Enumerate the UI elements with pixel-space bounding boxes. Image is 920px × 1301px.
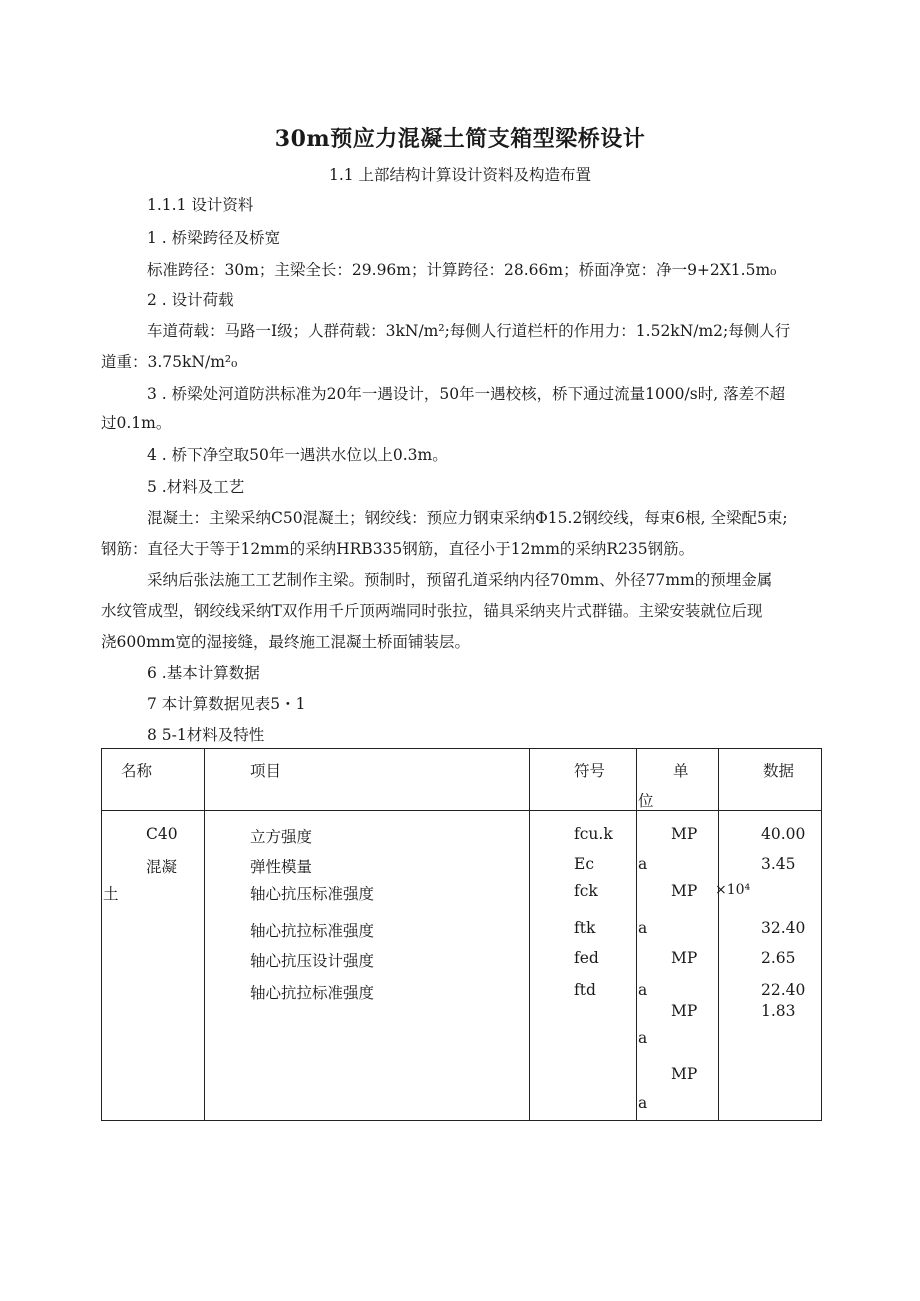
- paragraph-line: 浇600mm宽的湿接缝，最终施工混凝土桥面铺装层。: [101, 633, 470, 651]
- header-cell-unit: [637, 749, 719, 811]
- paragraph-line: 3 . 桥梁处河道防洪标准为20年一遇设计，50年一遇校核，桥下通过流量1000/s时, 落差不超: [147, 385, 786, 403]
- item-label: 轴心抗压设计强度: [250, 952, 375, 970]
- paragraph-line: 采纳后张法施工工艺制作主梁。预制时，预留孔道采纳内径70mm、外径77mm的预埋金属: [147, 571, 773, 589]
- symbols-cell: [530, 811, 637, 1121]
- unit-fragment: a: [638, 855, 648, 873]
- header-item: 项目: [250, 762, 282, 780]
- unit-fragment: a: [638, 1029, 648, 1047]
- section-heading: 1.1 上部结构计算设计资料及构造布置: [328, 166, 592, 184]
- value-label: 40.00: [761, 825, 806, 843]
- paragraph-line: 5 .材料及工艺: [147, 478, 245, 496]
- paragraph-line: 7 本计算数据见表5・1: [147, 695, 306, 713]
- paragraph-line: 标准跨径：30m；主梁全长：29.96m；计算跨径：28.66m；桥面净宽：净一9+2X1.5m₀: [147, 261, 777, 279]
- header-unit-top: 单: [673, 762, 689, 780]
- unit-fragment: MP: [671, 882, 698, 900]
- value-label: ×10⁴: [715, 882, 751, 898]
- unit-fragment: MP: [671, 1065, 698, 1083]
- value-label: 32.40: [761, 919, 806, 937]
- header-unit-bottom: 位: [638, 792, 654, 810]
- table-caption: 8 5-1材料及特性: [147, 726, 265, 744]
- paragraph-line: 6 .基本计算数据: [147, 664, 260, 682]
- paragraph-line: 混凝土：主梁采纳C50混凝土；钢绞线：预应力钢束采纳Φ15.2钢绞线，每束6根, 全梁配5束;: [147, 509, 788, 527]
- header-data: 数据: [763, 762, 795, 780]
- material-label: 混凝: [146, 858, 178, 876]
- paragraph-line: 钢筋：直径大于等于12mm的采纳HRB335钢筋，直径小于12mm的采纳R235钢筋。: [101, 540, 695, 558]
- item-label: 轴心抗拉标准强度: [250, 984, 375, 1002]
- paragraph-line: 过0.1m。: [101, 414, 172, 432]
- unit-fragment: MP: [671, 949, 698, 967]
- paragraph-line: 车道荷载：马路一Ⅰ级；人群荷载：3kN/m²;每侧人行道栏杆的作用力：1.52kN/m2;每侧人行: [147, 322, 791, 340]
- item-label: 轴心抗压标准强度: [250, 885, 375, 903]
- item-label: 弹性模量: [250, 858, 313, 876]
- subsection-heading: 1.1.1 设计资料: [147, 196, 254, 214]
- table-header-row: [102, 749, 822, 811]
- header-name: 名称: [121, 762, 153, 780]
- paragraph-line: 水纹管成型，钢绞线采纳T双作用千斤顶两端同时张拉，锚具采纳夹片式群锚。主梁安装就位后现: [101, 602, 763, 620]
- value-label: 3.45: [761, 855, 796, 873]
- value-label: 22.40: [761, 981, 806, 999]
- value-label: 2.65: [761, 949, 796, 967]
- material-label: C40: [146, 825, 178, 843]
- header-symbol: 符号: [574, 762, 606, 780]
- unit-fragment: MP: [671, 1002, 698, 1020]
- unit-fragment: MP: [671, 825, 698, 843]
- paragraph-line: 道重：3.75kN/m²₀: [101, 353, 238, 371]
- table-row: [102, 811, 822, 1121]
- symbol-label: fcu.k: [574, 825, 613, 843]
- symbol-label: fed: [574, 949, 599, 967]
- unit-fragment: a: [638, 919, 648, 937]
- symbol-label: ftk: [574, 919, 596, 937]
- value-label: 1.83: [761, 1002, 796, 1020]
- paragraph-line: 1 . 桥梁跨径及桥宽: [147, 229, 281, 247]
- material-cell: [102, 811, 205, 1121]
- unit-fragment: a: [638, 1094, 648, 1112]
- symbol-label: Ec: [574, 855, 594, 873]
- item-label: 立方强度: [250, 828, 313, 846]
- item-label: 轴心抗拉标准强度: [250, 922, 375, 940]
- material-label: 土: [103, 885, 119, 903]
- unit-fragment: a: [638, 981, 648, 999]
- paragraph-line: 4 . 桥下净空取50年一遇洪水位以上0.3m。: [147, 446, 448, 464]
- paragraph-line: 2 . 设计荷载: [147, 291, 234, 309]
- units-cell: [637, 811, 719, 1121]
- header-cell-name: [102, 749, 205, 811]
- values-cell: [715, 811, 822, 1121]
- header-cell-item: [205, 749, 530, 811]
- symbol-label: fck: [574, 882, 598, 900]
- items-cell: [205, 811, 530, 1121]
- header-cell-data: [719, 749, 822, 811]
- page-title: 30m预应力混凝土简支箱型梁桥设计: [274, 126, 646, 152]
- header-cell-symbol: [530, 749, 637, 811]
- symbol-label: ftd: [574, 981, 596, 999]
- material-properties-table: [101, 748, 822, 1121]
